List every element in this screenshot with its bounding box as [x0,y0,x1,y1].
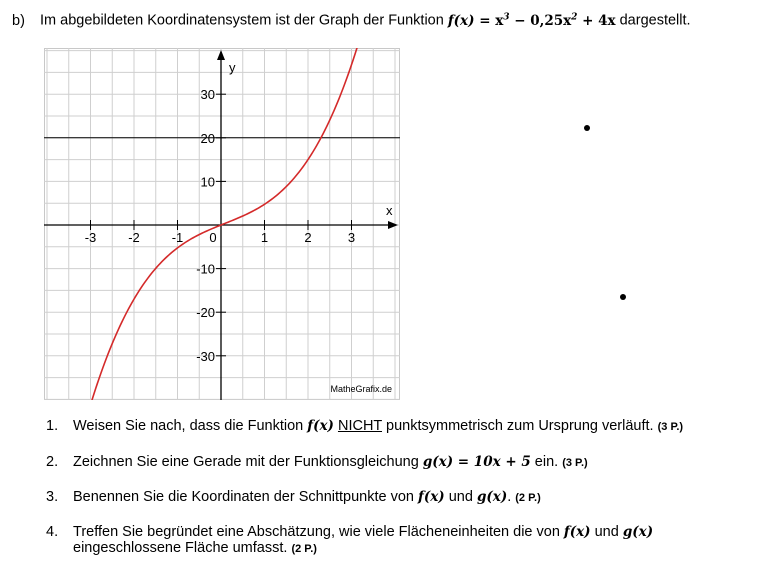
points-badge: (2 P.) [291,543,317,555]
coordinate-system [44,48,400,400]
y-tick-label: 30 [200,87,215,103]
point-marker [584,125,590,131]
intro-text-end: dargestellt. [619,12,691,29]
y-tick-label: 20 [200,130,215,146]
x-tick-label: 0 [209,230,217,245]
x-tick-label: -1 [171,230,184,245]
task-item: 4. Treffen Sie begründet eine Abschätzung, wie viele Flächeneinheiten die von f(x) und g(x) eingeschlossene Fläche umfasst. (2 P.) [46,524,654,556]
y-axis-label: y [229,60,236,75]
points-badge: (3 P.) [657,421,684,433]
x-tick-label: 1 [260,230,269,245]
task-list [46,418,683,556]
function-formula: $f(x) = x^3 - 0,25x^2 + 4x$ [447,12,616,29]
x-tick-label: -3 [84,230,97,245]
points-badge: (2 P.) [515,492,541,504]
x-tick-label: 3 [347,230,356,245]
task-item: 3. Benennen Sie die Koordinaten der Schnittpunkte von f(x) und g(x). (2 P.) [46,489,541,505]
point-marker [620,294,626,300]
credit-label: MatheGrafix.de [330,384,392,394]
intro-text: Im abgebildeten Koordinatensystem ist der Graph der Funktion [40,12,444,29]
task-item: 2. Zeichnen Sie eine Gerade mit der Funktionsgleichung g(x) = 10x + 5 ein. (3 P.) [46,454,588,470]
x-tick-label: -2 [128,230,140,245]
y-tick-label: -10 [196,261,215,277]
x-tick-label: 2 [304,230,312,245]
y-tick-label: 10 [200,174,215,190]
y-tick-label: -20 [196,305,215,321]
points-badge: (3 P.) [562,457,588,469]
task-item: 1. Weisen Sie nach, dass die Funktion f(x) NICHT punktsymmetrisch zum Ursprung verläuft. (3 P.) [46,418,684,434]
x-axis-label: x [386,203,393,218]
x-axis-arrow [388,221,398,229]
part-label: b) [12,12,25,29]
y-tick-label: -30 [196,348,215,364]
intro-line [12,12,691,29]
y-axis-arrow [217,50,225,60]
